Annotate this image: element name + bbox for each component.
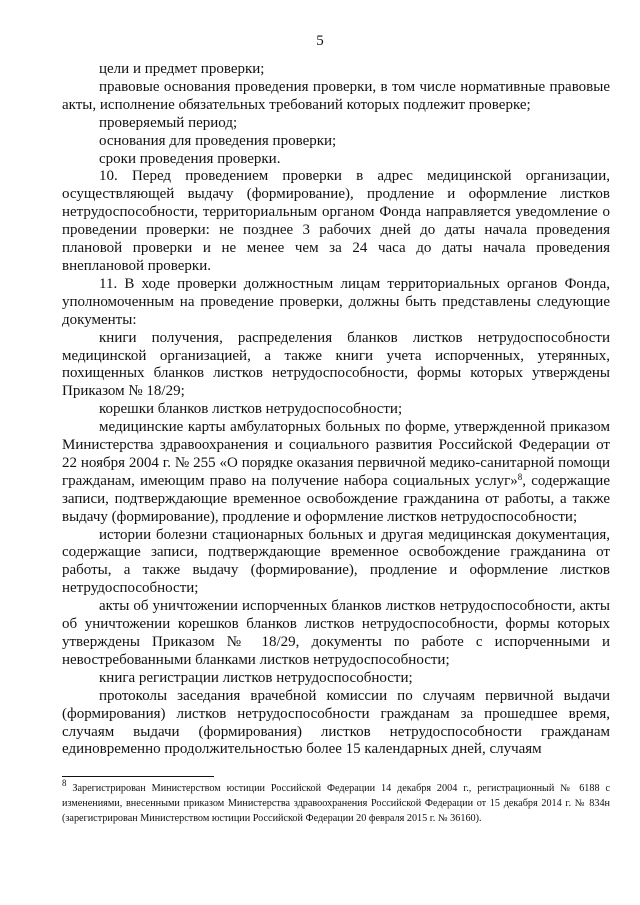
paragraph: основания для проведения проверки; [99,132,337,149]
document-body [62,61,610,759]
footnote [62,778,610,826]
paragraph-item-10: 10. Перед проведением проверки в адрес медицинской организации, осуществляющей выдачу (формирование), продление и оформление листков нетрудоспособности, территориальным органом Фонда направляется уведомление о проведении проверки: не позднее 3 рабочих дней до даты начала проведения плановой проверки и не менее чем за 24 часа до даты начала проведения внеплановой проверки. [62,168,610,274]
paragraph-item-11: 11. В ходе проверки должностным лицам территориальных органов Фонда, уполномоченным на проведение проверки, должны быть представлены следующие документы: [62,275,610,328]
paragraph: книги получения, распределения бланков листков нетрудоспособности медицинской организацией, а также книги учета испорченных, утерянных, похищенных бланков листков нетрудоспособности, формы которых утверждены Приказом № 18/29; [62,329,610,400]
paragraph: протоколы заседания врачебной комиссии по случаям первичной выдачи (формирования) листков нетрудоспособности гражданам за прошедшее время, случаям выдачи (формирования) листков нетрудоспособности гражданам единовременно продолжительностью более 15 календарных дней, случаям [62,687,610,758]
footnote-mark: 8 [62,778,67,788]
paragraph: корешки бланков листков нетрудоспособности; [99,401,403,418]
paragraph: истории болезни стационарных больных и другая медицинская документация, содержащие записи, подтверждающие временное освобождение гражданина от работы, а также выдачу (формирование), продление и оформление листков нетрудоспособности; [62,526,610,597]
footnote-divider [62,776,214,777]
paragraph: цели и предмет проверки; [99,61,265,77]
paragraph: акты об уничтожении испорченных бланков листков нетрудоспособности, акты об уничтожении корешков бланков листков нетрудоспособности, формы которых утверждены Приказом № 18/29, документы по работе с испорченными и невостребованными бланками листков нетрудоспособности; [62,598,610,668]
paragraph: правовые основания проведения проверки, в том числе нормативные правовые акты, исполнение обязательных требований которых подлежит проверке; [62,78,610,113]
paragraph: книга регистрации листков нетрудоспособности; [99,669,413,686]
paragraph: проверяемый период; [99,114,238,131]
paragraph-medical-cards [62,419,610,526]
paragraph-text: медицинские карты амбулаторных больных по форме, утвержденной приказом Министерства здравоохранения и социального развития Российской Федерации от 22 ноября 2004 г. № 255 «О порядке оказания первичной медико-санитарной помощи гражданам, имеющим право на получение набора социальных услуг» [62,419,610,489]
paragraph: сроки проведения проверки. [99,150,281,167]
page-number: 5 [316,33,324,49]
footnote-text: Зарегистрирован Министерством юстиции Российской Федерации 14 декабря 2004 г., регистрационный № 6188 с изменениями, внесенными приказом Министерства здравоохранения Российской Федерации от 15 декабря 2014 г. № 834н (зарегистрирован Министерством юстиции Российской Федерации 20 февраля 2015 г. № 36160). [62,783,610,824]
paragraph-text: , содержащие записи, подтверждающие временное освобождение гражданина от работы, а также выдачу (формирование), продление и оформление листков нетрудоспособности; [62,472,610,525]
footnote-reference: 8 [517,471,523,482]
